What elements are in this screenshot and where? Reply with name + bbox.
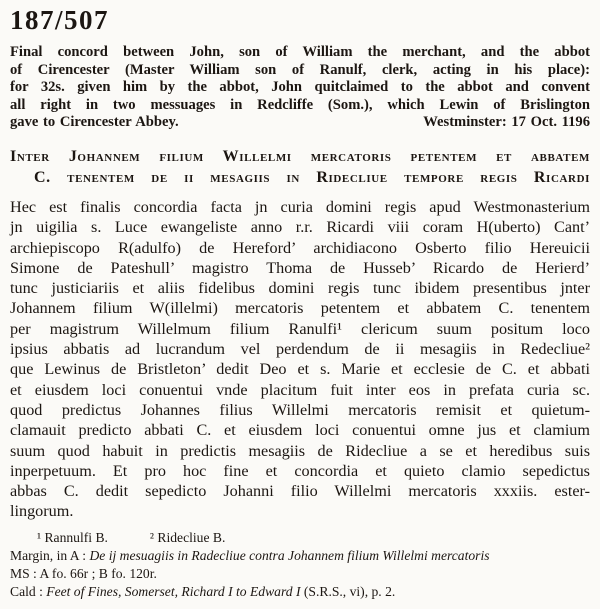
variant-footnotes: [10, 529, 590, 547]
summary-closing-text: gave to Cirencester Abbey.: [10, 114, 179, 131]
entry-number: 187/507: [10, 5, 110, 35]
latin-line: Simone de Pateshull’ magistro Thoma de Husseb’ Ricardo de Herierd’: [10, 258, 590, 277]
footnote-1: ¹ Rannulfi B.: [37, 529, 108, 545]
calendar-reference-title: Feet of Fines, Somerset, Richard I to Edward I: [46, 584, 301, 600]
latin-line: quod predictus Johannes filius Willelmi mercatoris remisit et quietum-: [10, 400, 590, 419]
latin-line: et eiusdem loci conuentui vnde placitum fuit inter eos in prefata curia sc.: [10, 380, 590, 399]
place-date-line: Westminster: 17 Oct. 1196: [423, 114, 590, 131]
calendar-reference-citation: (S.R.S., vi), p. 2.: [303, 584, 396, 600]
latin-line: archiepiscopo R(adulfo) de Hereford’ archidiacono Osberto filio Hereuicii: [10, 238, 590, 257]
summary-last-line: [10, 114, 590, 132]
summary-line: all right in two messuages in Redcliffe (Som.), which Lewin of Brislington: [10, 96, 590, 113]
ms-reference: MS : A fo. 66r ; B fo. 120r.: [10, 566, 157, 582]
latin-line: lingorum.: [10, 502, 74, 521]
latin-line: clamauit predicto abbati C. et eiusdem loci conuentui omne jus et clamium: [10, 421, 590, 440]
summary-paragraph: [10, 44, 590, 132]
latin-line: ipsius abbatis ad lucrandum vel perdendum de ii mesagiis in Redecliue²: [10, 340, 590, 359]
latin-line: per magistrum Willelmum filium Ranulfi¹ clericum suum positum loco: [10, 319, 590, 338]
latin-line: inperpetuum. Et pro hoc fine et concordia et quieto clamio sepedictus: [10, 461, 590, 480]
latin-heading: [10, 146, 590, 188]
latin-line: Hec est finalis concordia facta jn curia domini regis apud Westmonasterium: [10, 197, 590, 216]
latin-line: que Lewinus de Bristleton’ dedit Deo et s. Marie et ecclesie de C. et abbati: [10, 360, 590, 379]
latin-line: suum quod habuit in predictis mesagiis de Ridecliue a se et heredibus suis: [10, 441, 590, 460]
summary-line: Final concord between John, son of William the merchant, and the abbot: [10, 44, 590, 60]
latin-heading-line-1: Inter Johannem filium Willelmi mercatoris petentem et abbatem: [10, 147, 590, 165]
latin-line: jn uigilia s. Luce ewangeliste anno r.r. Ricardi viii coram H(uberto) Cant’: [10, 218, 590, 237]
margin-note: [10, 547, 590, 565]
footnotes-block: [10, 529, 590, 602]
calendar-reference: [10, 583, 590, 601]
latin-heading-line-2: C. tenentem de ii mesagiis in Ridecliue tempore regis Ricardi: [34, 168, 590, 186]
summary-line: for 32s. given him by the abbot, John quitclaimed to the abbot and convent: [10, 79, 590, 96]
latin-line: tunc justiciariis et aliis fidelibus domini regis tunc ibidem presentibus jnter: [10, 279, 590, 298]
margin-note-text: De ij mesuagiis in Radecliue contra Johannem filium Willelmi mercatoris: [89, 547, 490, 563]
latin-line: abbas C. dedit sepedicto Johanni filio Willelmi mercatoris xxxiis. ester-: [10, 482, 590, 501]
margin-note-label: Margin, in A :: [10, 547, 87, 563]
latin-line: Johannem filium W(illelmi) mercatoris petentem et abbatem C. tenentem: [10, 299, 590, 318]
calendar-reference-label: Cald :: [10, 584, 43, 600]
summary-line: of Cirencester (Master William son of Ranulf, clerk, acting in his place):: [10, 61, 590, 78]
footnote-2: ² Ridecliue B.: [149, 529, 226, 545]
latin-text-paragraph: [10, 197, 590, 522]
